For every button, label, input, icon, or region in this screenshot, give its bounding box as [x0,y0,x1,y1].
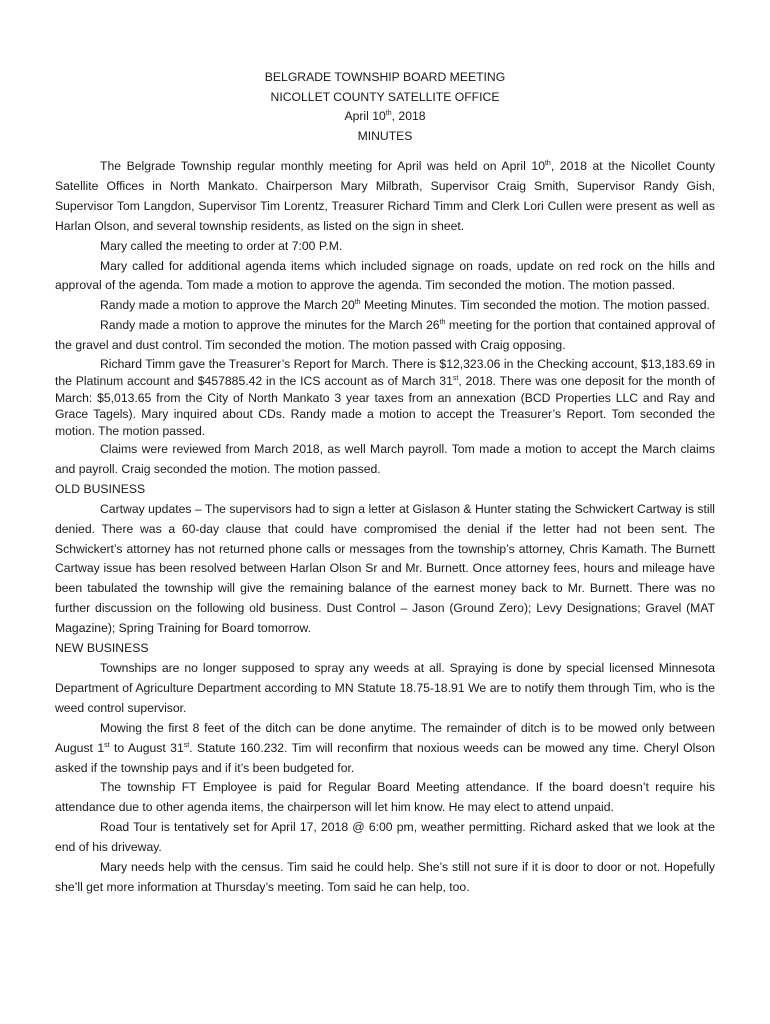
paragraph-agenda: Mary called for additional agenda items which included signage on roads, update on red rock on the hills and approval of the agenda. Tom made a motion to approve the agenda. Tim seconded the motion. The motion passed. [55,258,715,293]
paragraph-weed-spraying: Townships are no longer supposed to spray any weeds at all. Spraying is done by special licensed Minnesota Department of Agriculture Department according to MN Statute 18.75-18.91 We are to notify them through Tim, who is the weed control supervisor. [55,661,715,715]
minutes-body [55,157,715,898]
paragraph-census: Mary needs help with the census. Tim said he could help. She’s still not sure if it is door to door or not. Hopefully she’ll get more information at Thursday’s meeting. Tom said he can help, too. [55,860,715,894]
paragraph-attendance: The Belgrade Township regular monthly meeting for April was held on April 10th, 2018 at the Nicollet County Satellite Offices in North Mankato. Chairperson Mary Milbrath, Supervisor Craig Smith, Supervisor Randy Gish, Supervisor Tom Langdon, Supervisor Tim Lorentz, Treasurer Richard Timm and Clerk Lori Cullen were present as well as Harlan Olson, and several township residents, as listed on the sign in sheet. [55,159,715,233]
paragraph-cartway: Cartway updates – The supervisors had to sign a letter at Gislason & Hunter stating the Schwickert Cartway is still denied. There was a 60-day clause that could have compromised the denial if the letter had not been sent. The Schwickert’s attorney has not returned phone calls or messages from the township’s attorney, Chris Kamath. The Burnett Cartway issue has been resolved between Harlan Olson Sr and Mr. Burnett. Once attorney fees, hours and mileage have been tabulated the township will give the remaining balance of the earnest money back to Mr. Burnett. There was no further discussion on the following old business. Dust Control – Jason (Ground Zero); Levy Designations; Gravel (MAT Magazine); Spring Training for Board tomorrow. [55,501,715,636]
heading-new-business: NEW BUSINESS [55,641,149,656]
paragraph-call-to-order: Mary called the meeting to order at 7:00 P.M. [100,238,343,253]
paragraph-march20-minutes: Randy made a motion to approve the March 20th Meeting Minutes. Tim seconded the motion. The motion passed. [100,298,710,313]
paragraph-march26-minutes: Randy made a motion to approve the minutes for the March 26th meeting for the portion that contained approval of the gravel and dust control. Tim seconded the motion. The motion passed with Craig opposing. [55,318,715,353]
header-date: April 10th, 2018 [344,109,426,124]
document-header [0,68,770,146]
heading-old-business: OLD BUSINESS [55,481,146,496]
header-location: NICOLLET COUNTY SATELLITE OFFICE [270,89,500,104]
paragraph-treasurer-report: Richard Timm gave the Treasurer’s Report for March. There is $12,323.06 in the Checking account, $13,183.69 in the Platinum account and $457885.42 in the ICS account as of March 31st, 2018. There was one deposit for the month of March: $5,013.65 from the City of North Mankato 3 year taxes from an annexation (BCD Properties LLC and Ray and Grace Tagels). Mary inquired about CDs. Randy made a motion to accept the Treasurer’s Report. Tom seconded the motion. The motion passed. [55,357,715,439]
paragraph-claims: Claims were reviewed from March 2018, as well March payroll. Tom made a motion to accept the March claims and payroll. Craig seconded the motion. The motion passed. [55,442,715,476]
header-minutes-label: MINUTES [357,128,413,143]
paragraph-employee: The township FT Employee is paid for Regular Board Meeting attendance. If the board doesn’t require his attendance due to other agenda items, the chairperson will let him know. He may elect to attend unpaid. [55,780,715,815]
paragraph-mowing: Mowing the first 8 feet of the ditch can be done anytime. The remainder of ditch is to be mowed only between August 1st to August 31st. Statute 160.232. Tim will reconfirm that noxious weeds can be mowed any time. Cheryl Olson asked if the township pays and if it’s been budgeted for. [55,720,716,775]
header-title: BELGRADE TOWNSHIP BOARD MEETING [264,70,506,84]
paragraph-road-tour: Road Tour is tentatively set for April 17, 2018 @ 6:00 pm, weather permitting. Richard asked that we look at the end of his driveway. [55,820,715,855]
